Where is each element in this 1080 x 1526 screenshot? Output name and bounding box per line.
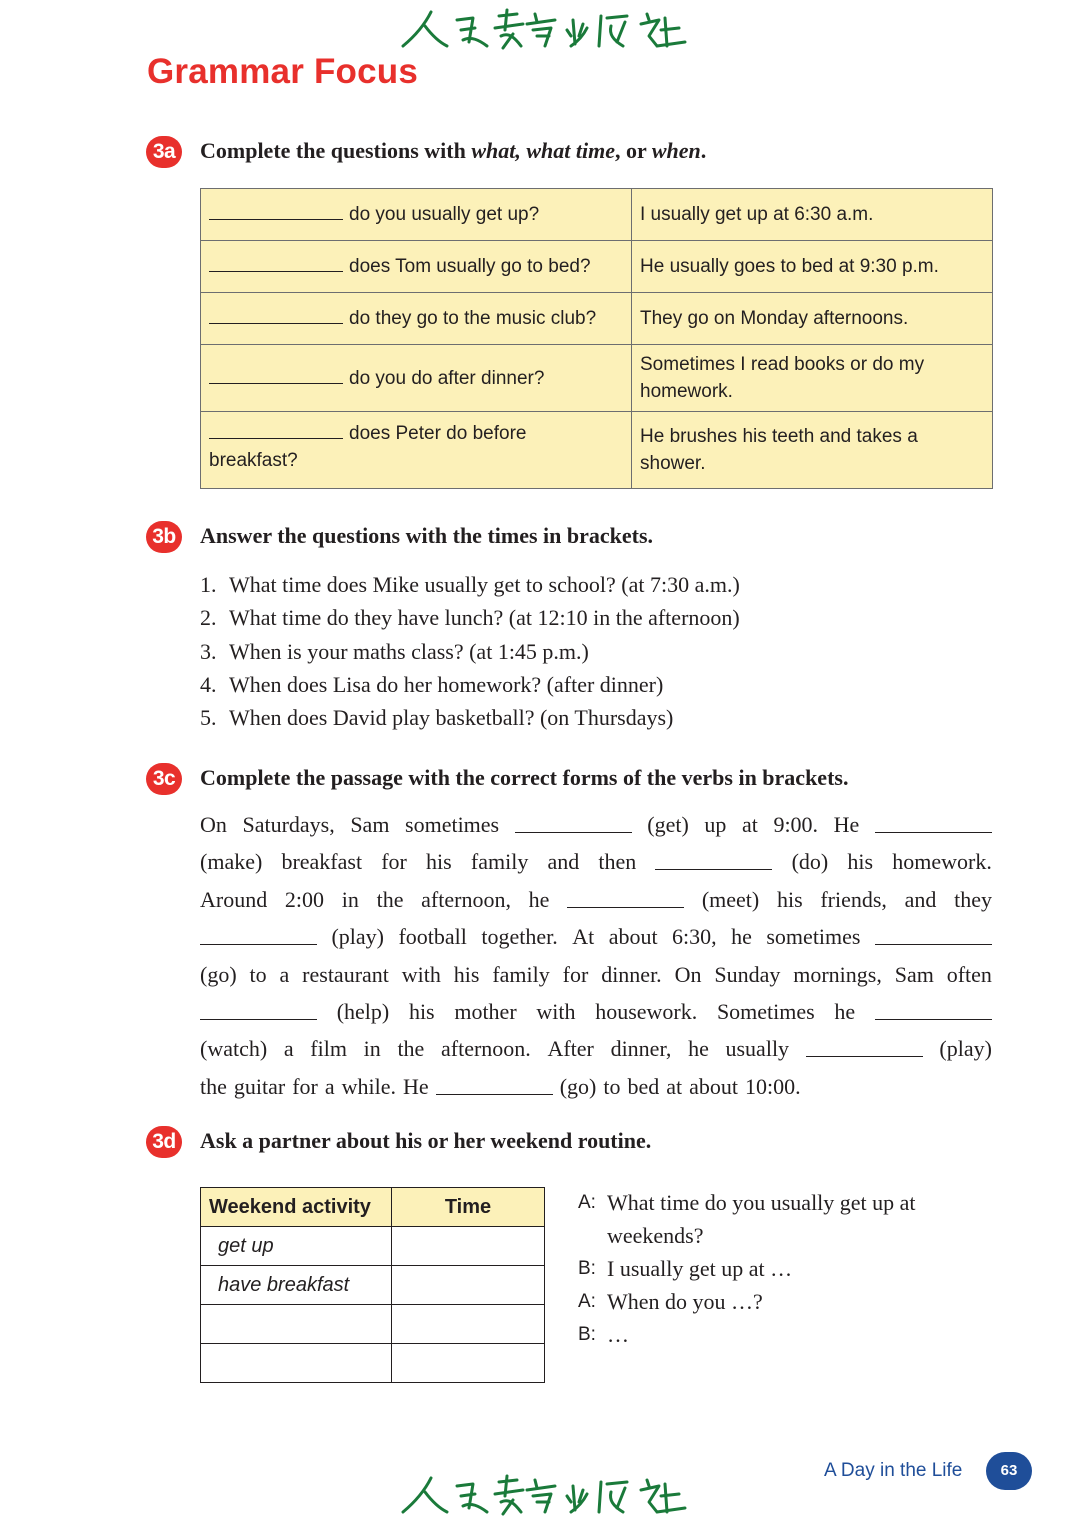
passage-word: Sunday bbox=[714, 961, 781, 987]
passage-word: film bbox=[310, 1036, 347, 1062]
passage-word: Around bbox=[200, 886, 268, 912]
instruction-3d: Ask a partner about his or her weekend routine. bbox=[200, 1128, 652, 1153]
passage-word: his bbox=[847, 849, 874, 875]
passage-line bbox=[200, 806, 992, 843]
passage-word: a bbox=[279, 961, 290, 987]
passage-word: at bbox=[741, 812, 758, 837]
passage-word: he bbox=[834, 998, 856, 1024]
passage-word: together. bbox=[481, 924, 558, 950]
list-item: 4. When does Lisa do her homework? (after dinner) bbox=[200, 671, 664, 697]
passage-word: housework. bbox=[595, 998, 698, 1024]
answer-blank[interactable] bbox=[515, 806, 632, 833]
passage-line bbox=[200, 993, 992, 1030]
activity-cell[interactable] bbox=[201, 1305, 392, 1344]
instruction-3c: Complete the passage with the correct forms of the verbs in brackets. bbox=[200, 765, 849, 790]
passage-line bbox=[200, 881, 992, 918]
passage-word: with bbox=[536, 998, 576, 1024]
passage-word: at bbox=[666, 1073, 683, 1099]
passage-word: his bbox=[408, 998, 435, 1024]
passage-word: On bbox=[674, 961, 702, 987]
passage-word: He bbox=[833, 812, 860, 837]
answer-blank[interactable] bbox=[209, 437, 343, 439]
section-badge-3c: 3c bbox=[146, 763, 182, 795]
page-number: 63 bbox=[986, 1452, 1032, 1490]
passage-word: friends, bbox=[820, 886, 887, 912]
answer-blank[interactable] bbox=[567, 881, 684, 908]
passage-word: At bbox=[572, 924, 595, 950]
passage-word: and bbox=[904, 886, 937, 912]
passage-word: for bbox=[381, 849, 407, 875]
passage-word: mornings, bbox=[793, 961, 882, 987]
passage-word: to bbox=[603, 1073, 621, 1099]
passage-word: (meet) bbox=[701, 886, 760, 912]
activity-cell[interactable] bbox=[201, 1344, 392, 1383]
answer-blank[interactable] bbox=[209, 322, 343, 324]
answer-blank[interactable] bbox=[806, 1030, 923, 1057]
section-badge-3a: 3a bbox=[146, 136, 182, 168]
sample-dialog bbox=[578, 1186, 916, 1351]
dialog-line: A: What time do you usually get up at bbox=[578, 1190, 916, 1215]
dialog-line: weekends? bbox=[607, 1223, 704, 1248]
passage-word: in bbox=[341, 886, 359, 912]
list-item: 2. What time do they have lunch? (at 12:10 in the afternoon) bbox=[200, 605, 740, 631]
passage-word: Saturdays, bbox=[242, 812, 335, 837]
passage-word: his bbox=[776, 886, 803, 912]
passage-line bbox=[200, 1030, 992, 1067]
passage-word: in bbox=[363, 1036, 381, 1062]
passage-word: (help) bbox=[336, 998, 390, 1024]
passage-word: (get) bbox=[647, 812, 689, 837]
table-row: does Peter do before breakfast? He brushes his teeth and takes a shower. bbox=[201, 412, 993, 489]
list-item: 3. When is your maths class? (at 1:45 p.m.) bbox=[200, 638, 589, 664]
dialog-line: B: I usually get up at … bbox=[578, 1256, 793, 1281]
passage-word: the bbox=[376, 886, 404, 912]
passage-word: family bbox=[470, 849, 529, 875]
question-answer-table bbox=[200, 188, 993, 489]
passage-word: afternoon, bbox=[421, 886, 511, 912]
passage-word: they bbox=[954, 886, 992, 912]
passage-word: (go) bbox=[200, 961, 237, 987]
passage-word: while. bbox=[341, 1073, 397, 1099]
passage-word: bed bbox=[627, 1073, 660, 1099]
passage-word: mother bbox=[454, 998, 517, 1024]
time-cell[interactable] bbox=[392, 1344, 545, 1383]
passage-word: he bbox=[688, 1036, 709, 1062]
answer-blank[interactable] bbox=[875, 918, 992, 945]
table-row: do you usually get up? I usually get up at 6:30 a.m. bbox=[201, 189, 993, 241]
answer-blank[interactable] bbox=[200, 993, 317, 1020]
passage-word: his bbox=[426, 849, 452, 875]
passage-word: about bbox=[608, 924, 658, 950]
passage-word: 6:30, bbox=[672, 924, 717, 950]
table-row bbox=[201, 1305, 545, 1344]
passage-word: Sometimes bbox=[716, 998, 815, 1024]
passage-word: a bbox=[324, 1073, 335, 1099]
passage-word: family bbox=[492, 961, 550, 987]
passage-word: homework. bbox=[892, 849, 992, 875]
time-cell[interactable] bbox=[392, 1266, 545, 1305]
passage-word: the bbox=[200, 1073, 227, 1099]
passage-word: dinner. bbox=[601, 961, 662, 987]
passage-word: to bbox=[249, 961, 267, 987]
passage-word: dinner, bbox=[610, 1036, 672, 1062]
passage-word: he bbox=[528, 886, 550, 912]
table-row: have breakfast bbox=[201, 1266, 545, 1305]
time-cell[interactable] bbox=[392, 1305, 545, 1344]
instruction-3b: Answer the questions with the times in brackets. bbox=[200, 523, 654, 548]
passage-word: (watch) bbox=[200, 1036, 268, 1062]
passage-word: with bbox=[401, 961, 441, 987]
table-row: do they go to the music club? They go on Monday afternoons. bbox=[201, 293, 993, 345]
passage-word: a bbox=[283, 1036, 294, 1062]
passage-line bbox=[200, 918, 992, 955]
weekend-routine-table bbox=[200, 1187, 545, 1383]
list-item: 5. When does David play basketball? (on Thursdays) bbox=[200, 705, 674, 731]
passage-word: restaurant bbox=[302, 961, 389, 987]
passage-word: about bbox=[689, 1073, 739, 1099]
passage-word: (do) bbox=[791, 849, 829, 875]
list-item: 1. What time does Mike usually get to school? (at 7:30 a.m.) bbox=[200, 572, 740, 597]
passage-word: guitar bbox=[233, 1073, 286, 1099]
dialog-line: A: When do you …? bbox=[578, 1289, 763, 1314]
passage-word: breakfast bbox=[281, 849, 363, 875]
question-list bbox=[200, 568, 740, 734]
time-cell[interactable] bbox=[392, 1227, 545, 1266]
answer-blank[interactable] bbox=[436, 1068, 553, 1095]
passage-word: He bbox=[403, 1073, 429, 1099]
section-badge-3d: 3d bbox=[146, 1126, 182, 1158]
passage-word: the bbox=[397, 1036, 425, 1062]
passage-word: up bbox=[704, 812, 727, 837]
table-row bbox=[201, 1344, 545, 1383]
passage-word: 10:00. bbox=[745, 1073, 801, 1099]
passage-word: (play) bbox=[939, 1036, 992, 1062]
table-row: get up bbox=[201, 1227, 545, 1266]
passage-word: (make) bbox=[200, 849, 263, 875]
passage-word: 2:00 bbox=[284, 886, 325, 912]
passage-word: then bbox=[598, 849, 637, 875]
passage-line bbox=[200, 956, 992, 993]
passage-word: afternoon. bbox=[441, 1036, 531, 1062]
passage-word: sometimes bbox=[405, 812, 500, 837]
answer-blank[interactable] bbox=[209, 382, 343, 384]
dialog-line: B: … bbox=[578, 1322, 629, 1347]
passage-word: often bbox=[946, 961, 992, 987]
table-row: does Tom usually go to bed? He usually goes to bed at 9:30 p.m. bbox=[201, 241, 993, 293]
answer-blank[interactable] bbox=[875, 993, 992, 1020]
passage-word: On bbox=[200, 812, 227, 837]
answer-blank[interactable] bbox=[875, 806, 992, 833]
publisher-calligraphy-logo bbox=[395, 6, 690, 52]
table-header-row: Weekend activity Time bbox=[201, 1188, 545, 1227]
unit-title: A Day in the Life bbox=[824, 1460, 963, 1481]
table-row: do you do after dinner? Sometimes I read books or do my homework. bbox=[201, 345, 993, 412]
answer-blank[interactable] bbox=[655, 843, 772, 870]
section-badge-3b: 3b bbox=[146, 521, 182, 553]
answer-blank[interactable] bbox=[200, 918, 317, 945]
passage-word: After bbox=[547, 1036, 594, 1062]
publisher-calligraphy-logo bbox=[395, 1472, 690, 1518]
passage-word: for bbox=[562, 961, 589, 987]
page-title: Grammar Focus bbox=[147, 52, 419, 91]
passage-word: sometimes bbox=[766, 924, 861, 950]
passage-word: and bbox=[547, 849, 580, 875]
passage-word: Sam bbox=[894, 961, 934, 987]
passage-word: for bbox=[292, 1073, 318, 1099]
answer-blank[interactable] bbox=[209, 218, 343, 220]
passage-word: football bbox=[398, 924, 467, 950]
fill-in-passage bbox=[200, 806, 992, 1105]
passage-word: his bbox=[453, 961, 480, 987]
passage-word: Sam bbox=[350, 812, 390, 837]
passage-word: usually bbox=[725, 1036, 790, 1062]
instruction-3a: Complete the questions with what, what time, or when. bbox=[200, 138, 707, 163]
passage-word: (play) bbox=[331, 924, 384, 950]
answer-blank[interactable] bbox=[209, 270, 343, 272]
passage-word: he bbox=[731, 924, 752, 950]
passage-line bbox=[200, 843, 992, 880]
passage-line bbox=[200, 1068, 992, 1105]
passage-word: 9:00. bbox=[773, 812, 819, 837]
passage-word: (go) bbox=[559, 1073, 597, 1099]
